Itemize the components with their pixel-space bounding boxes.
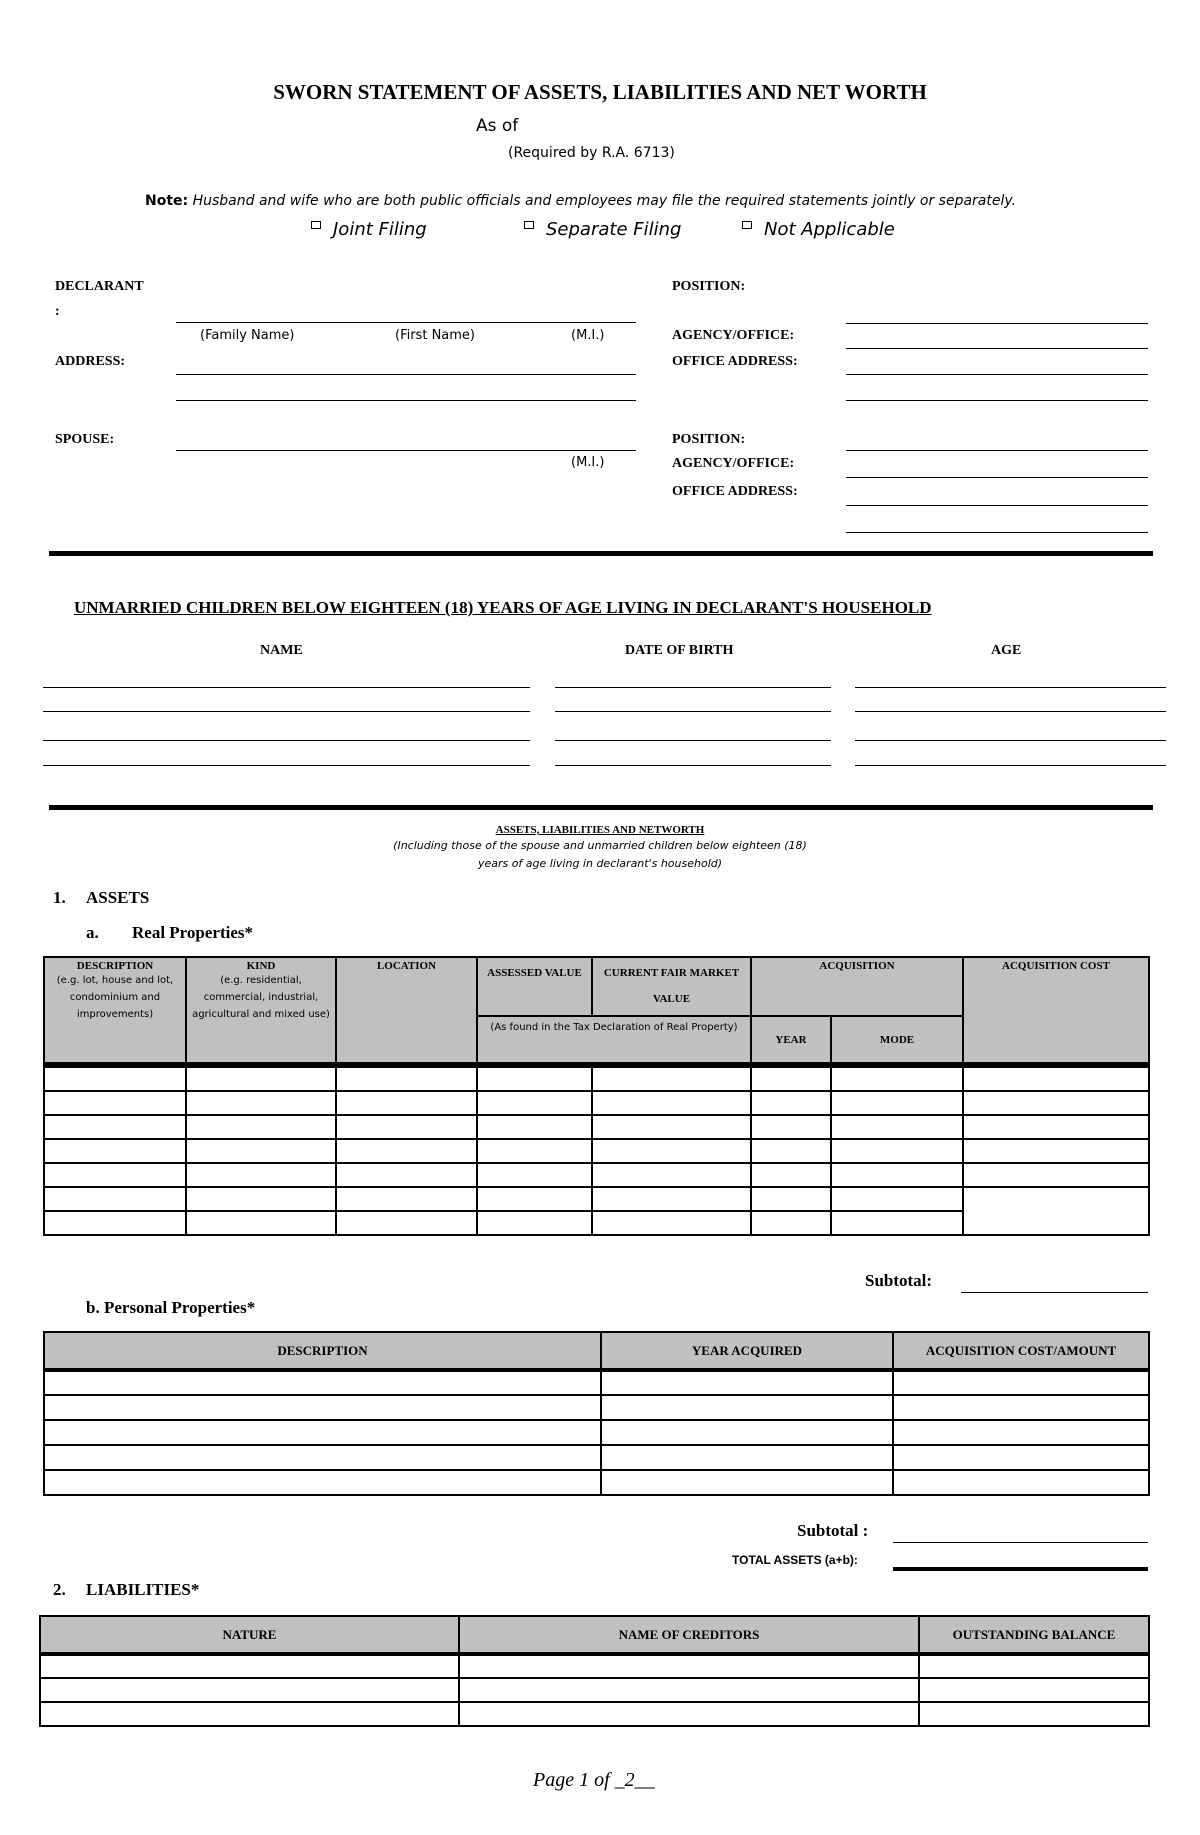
spouse-name-field[interactable]: [176, 450, 636, 451]
agency-field[interactable]: [846, 348, 1148, 349]
table-cell[interactable]: [963, 1115, 1149, 1139]
real-properties-table: [43, 956, 1150, 1236]
child-entry-field[interactable]: [855, 711, 1166, 712]
table-cell[interactable]: [44, 1139, 186, 1163]
table-row: [40, 1654, 1149, 1678]
table-cell[interactable]: [186, 1187, 336, 1211]
spouse-agency-label: AGENCY/OFFICE:: [672, 456, 795, 471]
header-year: YEAR: [751, 1016, 831, 1063]
table-cell[interactable]: [831, 1115, 963, 1139]
required-by-text: (Required by R.A. 6713): [508, 145, 675, 161]
table-cell[interactable]: [336, 1187, 477, 1211]
table-row: [44, 1370, 1149, 1395]
checkbox-icon[interactable]: [742, 221, 752, 229]
table-cell[interactable]: [477, 1163, 592, 1187]
child-entry-field[interactable]: [555, 765, 831, 766]
table-cell[interactable]: [893, 1370, 1149, 1395]
section-divider: [49, 551, 1153, 556]
table-cell[interactable]: [477, 1091, 592, 1115]
header-assessed-value: ASSESSED VALUE: [477, 957, 592, 1016]
child-entry-field[interactable]: [555, 687, 831, 688]
table-cell[interactable]: [831, 1139, 963, 1163]
table-cell[interactable]: [44, 1091, 186, 1115]
header-outstanding-balance: OUTSTANDING BALANCE: [919, 1616, 1149, 1654]
table-cell[interactable]: [44, 1470, 601, 1495]
child-entry-field[interactable]: [855, 687, 1166, 688]
table-cell[interactable]: [592, 1163, 751, 1187]
spouse-office-address-label: OFFICE ADDRESS:: [672, 484, 798, 499]
table-cell[interactable]: [831, 1211, 963, 1235]
declarant-colon: :: [55, 304, 60, 319]
table-row: [40, 1702, 1149, 1726]
table-cell[interactable]: [44, 1445, 601, 1470]
table-cell[interactable]: [336, 1091, 477, 1115]
liabilities-heading: LIABILITIES*: [86, 1580, 200, 1599]
table-cell[interactable]: [336, 1067, 477, 1091]
table-cell[interactable]: [963, 1091, 1149, 1115]
total-assets-label: TOTAL ASSETS (a+b):: [732, 1553, 858, 1567]
header-acquisition-cost: ACQUISITION COST: [963, 957, 1149, 1063]
table-row: [44, 1139, 1149, 1163]
declarant-label: DECLARANT: [55, 279, 144, 294]
table-row: [44, 1420, 1149, 1445]
spouse-office-address-field-1[interactable]: [846, 505, 1148, 506]
header-mode: MODE: [831, 1016, 963, 1063]
child-entry-field[interactable]: [555, 740, 831, 741]
aln-subtext-1: (Including those of the spouse and unmarried children below eighteen (18): [393, 839, 807, 852]
position-field[interactable]: [846, 323, 1148, 324]
table-cell[interactable]: [186, 1139, 336, 1163]
table-cell[interactable]: [751, 1211, 831, 1235]
note-label: Note:: [145, 193, 189, 209]
table-cell[interactable]: [336, 1139, 477, 1163]
as-of-label: As of: [476, 116, 519, 136]
as-of-date-field[interactable]: [530, 118, 726, 136]
table-row: [44, 1187, 1149, 1211]
address-field-2[interactable]: [176, 400, 636, 401]
liabilities-number: 2.: [53, 1580, 66, 1599]
table-cell[interactable]: [601, 1395, 893, 1420]
office-address-field-2[interactable]: [846, 400, 1148, 401]
table-cell[interactable]: [459, 1654, 919, 1678]
office-address-field-1[interactable]: [846, 374, 1148, 375]
liabilities-table: [39, 1615, 1150, 1727]
header-kind: KIND (e.g. residential, commercial, industrial, agricultural and mixed use): [186, 957, 336, 1063]
header-creditors: NAME OF CREDITORS: [459, 1616, 919, 1654]
joint-filing-option[interactable]: [311, 219, 427, 240]
personal-subtotal-field[interactable]: [893, 1542, 1148, 1543]
table-cell[interactable]: [592, 1187, 751, 1211]
table-cell[interactable]: [963, 1163, 1149, 1187]
table-cell[interactable]: [44, 1420, 601, 1445]
table-cell[interactable]: [751, 1115, 831, 1139]
table-cell[interactable]: [601, 1445, 893, 1470]
spouse-position-field[interactable]: [846, 450, 1148, 451]
table-row: [40, 1678, 1149, 1702]
not-applicable-label: Not Applicable: [764, 219, 895, 240]
form-title: SWORN STATEMENT OF ASSETS, LIABILITIES AND NET WORTH: [273, 80, 927, 104]
real-properties-heading: Real Properties*: [132, 923, 254, 942]
note: [145, 193, 1016, 209]
declarant-name-field[interactable]: [176, 322, 636, 323]
position-label: POSITION:: [672, 279, 746, 294]
table-cell[interactable]: [831, 1091, 963, 1115]
table-cell[interactable]: [751, 1139, 831, 1163]
table-row: [44, 1091, 1149, 1115]
table-cell[interactable]: [751, 1187, 831, 1211]
child-entry-field[interactable]: [555, 711, 831, 712]
page-number: Page 1 of _2__: [533, 1769, 655, 1791]
table-cell[interactable]: [477, 1211, 592, 1235]
table-cell[interactable]: [44, 1187, 186, 1211]
assets-heading: ASSETS: [86, 888, 150, 907]
real-subtotal-field[interactable]: [961, 1292, 1148, 1293]
table-cell[interactable]: [831, 1187, 963, 1211]
table-cell[interactable]: [601, 1470, 893, 1495]
table-row: [44, 1470, 1149, 1495]
note-text: Husband and wife who are both public officials and employees may file the required statements jointly or separately.: [192, 193, 1017, 209]
table-cell[interactable]: [44, 1115, 186, 1139]
header-description: DESCRIPTION: [44, 1332, 601, 1370]
table-cell[interactable]: [44, 1163, 186, 1187]
table-cell[interactable]: [963, 1067, 1149, 1091]
table-cell[interactable]: [963, 1139, 1149, 1163]
joint-filing-label: Joint Filing: [333, 219, 427, 240]
table-cell[interactable]: [459, 1702, 919, 1726]
checkbox-icon[interactable]: [524, 221, 534, 229]
child-entry-field[interactable]: [855, 765, 1166, 766]
not-applicable-option[interactable]: [742, 219, 895, 240]
section-divider: [49, 805, 1153, 810]
separate-filing-option[interactable]: [524, 219, 681, 240]
table-cell[interactable]: [186, 1067, 336, 1091]
table-cell[interactable]: [893, 1470, 1149, 1495]
table-cell[interactable]: [459, 1678, 919, 1702]
table-cell[interactable]: [751, 1067, 831, 1091]
children-heading: UNMARRIED CHILDREN BELOW EIGHTEEN (18) YEARS OF AGE LIVING IN DECLARANT'S HOUSEHOLD: [74, 598, 932, 617]
table-cell[interactable]: [40, 1702, 459, 1726]
office-address-label: OFFICE ADDRESS:: [672, 354, 798, 369]
table-row: [44, 1115, 1149, 1139]
table-cell[interactable]: [40, 1654, 459, 1678]
child-entry-field[interactable]: [855, 740, 1166, 741]
table-cell[interactable]: [592, 1091, 751, 1115]
header-as-found: (As found in the Tax Declaration of Real Property): [477, 1016, 751, 1063]
table-cell[interactable]: [831, 1163, 963, 1187]
table-cell[interactable]: [751, 1091, 831, 1115]
header-acquisition-cost: ACQUISITION COST/AMOUNT: [893, 1332, 1149, 1370]
spouse-position-label: POSITION:: [672, 432, 746, 447]
spouse-agency-field[interactable]: [846, 477, 1148, 478]
personal-properties-heading: b. Personal Properties*: [86, 1298, 256, 1317]
table-cell[interactable]: [831, 1067, 963, 1091]
real-properties-letter: a.: [86, 923, 99, 942]
table-row: [44, 1395, 1149, 1420]
table-cell[interactable]: [919, 1678, 1149, 1702]
child-entry-field[interactable]: [43, 687, 530, 688]
address-label: ADDRESS:: [55, 354, 126, 369]
table-row: [44, 1163, 1149, 1187]
table-cell[interactable]: [893, 1420, 1149, 1445]
spouse-label: SPOUSE:: [55, 432, 115, 447]
header-year-acquired: YEAR ACQUIRED: [601, 1332, 893, 1370]
table-cell[interactable]: [477, 1115, 592, 1139]
table-cell[interactable]: [919, 1702, 1149, 1726]
table-cell[interactable]: [477, 1187, 592, 1211]
table-cell[interactable]: [186, 1091, 336, 1115]
table-cell[interactable]: [186, 1163, 336, 1187]
table-row: [44, 1067, 1149, 1091]
total-assets-field[interactable]: [893, 1567, 1148, 1571]
spouse-office-address-field-2[interactable]: [846, 532, 1148, 533]
child-age-header: AGE: [991, 643, 1022, 658]
header-nature: NATURE: [40, 1616, 459, 1654]
first-name-caption: (First Name): [395, 328, 475, 343]
header-description: DESCRIPTION (e.g. lot, house and lot, condominium and improvements): [44, 957, 186, 1063]
real-subtotal-label: Subtotal:: [865, 1271, 933, 1290]
table-cell[interactable]: [477, 1067, 592, 1091]
spouse-mi-caption: (M.I.): [571, 455, 605, 470]
table-cell[interactable]: [592, 1067, 751, 1091]
family-name-caption: (Family Name): [200, 328, 295, 343]
table-cell[interactable]: [44, 1395, 601, 1420]
table-cell[interactable]: [186, 1115, 336, 1139]
table-cell[interactable]: [336, 1115, 477, 1139]
table-cell[interactable]: [919, 1654, 1149, 1678]
table-cell[interactable]: [186, 1211, 336, 1235]
table-row: [44, 1445, 1149, 1470]
table-cell[interactable]: [893, 1395, 1149, 1420]
table-cell[interactable]: [592, 1139, 751, 1163]
aln-subtext-2: years of age living in declarant's household): [477, 857, 723, 870]
mi-caption: (M.I.): [571, 328, 605, 343]
table-cell[interactable]: [893, 1445, 1149, 1470]
child-dob-header: DATE OF BIRTH: [625, 643, 734, 658]
table-cell[interactable]: [963, 1187, 1149, 1235]
personal-properties-table: [43, 1331, 1150, 1496]
agency-label: AGENCY/OFFICE:: [672, 328, 795, 343]
assets-number: 1.: [53, 888, 66, 907]
child-entry-field[interactable]: [43, 711, 530, 712]
header-location: LOCATION: [336, 957, 477, 1063]
separate-filing-label: Separate Filing: [546, 219, 682, 240]
table-cell[interactable]: [44, 1067, 186, 1091]
checkbox-icon[interactable]: [311, 221, 321, 229]
table-cell[interactable]: [336, 1211, 477, 1235]
table-cell[interactable]: [592, 1211, 751, 1235]
address-field-1[interactable]: [176, 374, 636, 375]
table-cell[interactable]: [477, 1139, 592, 1163]
personal-subtotal-label: Subtotal :: [797, 1521, 869, 1540]
child-entry-field[interactable]: [43, 765, 530, 766]
table-cell[interactable]: [592, 1115, 751, 1139]
table-cell[interactable]: [336, 1163, 477, 1187]
table-cell[interactable]: [44, 1370, 601, 1395]
aln-heading: ASSETS, LIABILITIES AND NETWORTH: [495, 824, 705, 836]
table-cell[interactable]: [751, 1163, 831, 1187]
header-acquisition: ACQUISITION: [751, 957, 963, 1016]
header-fair-market-value: CURRENT FAIR MARKET VALUE: [592, 957, 751, 1016]
table-cell[interactable]: [44, 1211, 186, 1235]
child-entry-field[interactable]: [43, 740, 530, 741]
table-cell[interactable]: [601, 1420, 893, 1445]
table-cell[interactable]: [601, 1370, 893, 1395]
table-cell[interactable]: [40, 1678, 459, 1702]
child-name-header: NAME: [260, 643, 303, 658]
